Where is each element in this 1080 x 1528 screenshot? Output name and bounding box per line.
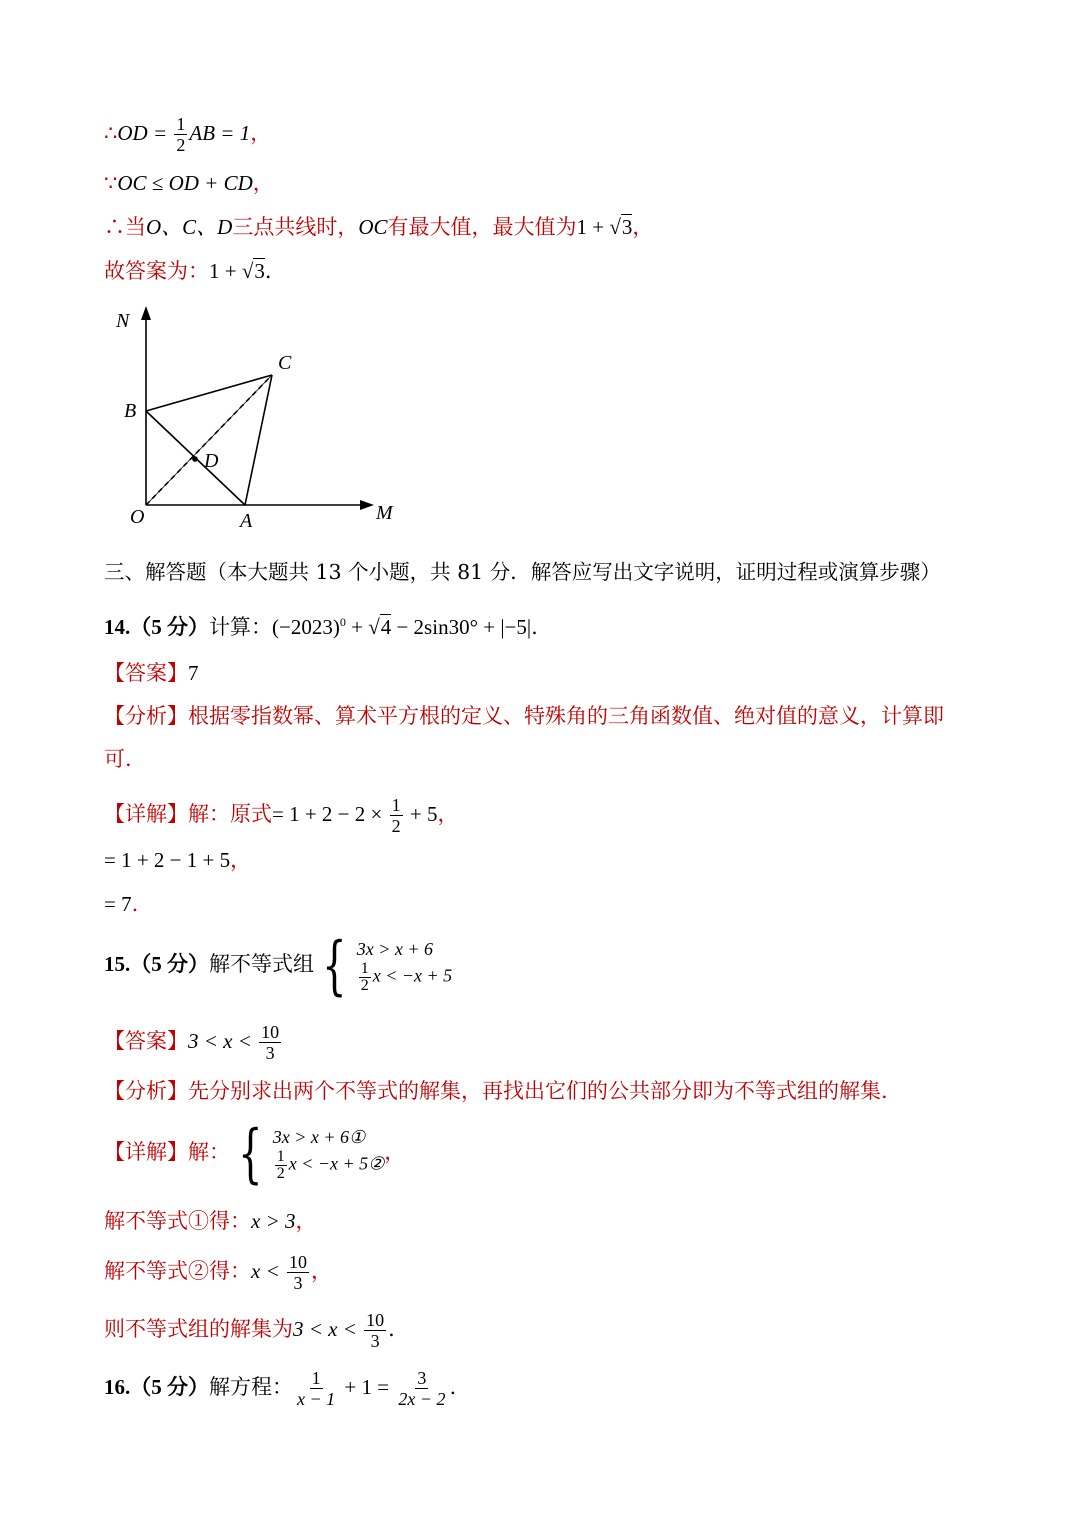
line-max-value: ∴当O、C、D三点共线时，OC有最大值，最大值为1 + √3， <box>104 215 654 239</box>
segment-bc <box>146 375 272 411</box>
line-od: ∴OD = $\frac{1}{2}$ AB = 1， <box>104 114 272 155</box>
q15-stem: 15.（5 分）解不等式组 { 3x > x + 6 $\frac{1}{2}$ x < −x + 5 <box>104 928 453 1003</box>
line-oc-inequality: ∵OC ≤ OD + CD， <box>104 171 274 195</box>
label-n: N <box>116 310 130 332</box>
q15-step3: 则不等式组的解集为3 < x < $\frac{10}{3}$ . <box>104 1310 395 1351</box>
q14-analysis-cont: 可. <box>104 747 132 771</box>
arrow-m <box>360 500 374 510</box>
segment-od <box>146 375 272 505</box>
segment-ca <box>245 375 272 505</box>
label-d: D <box>204 450 219 472</box>
label-a: A <box>240 510 253 532</box>
label-b: B <box>124 400 137 422</box>
q16-stem: 16.（5 分）解方程： $\frac{1}{x - 1}$ + 1 = $\frac{3}{2x - 2}$ . <box>104 1368 457 1409</box>
q15-step2: 解不等式②得：x < $\frac{10}{3}$ ， <box>104 1252 332 1293</box>
q14-answer: 【答案】7 <box>104 661 199 685</box>
label-m: M <box>376 502 393 524</box>
label-o: O <box>130 506 145 528</box>
q15-analysis: 【分析】先分别求出两个不等式的解集，再找出它们的公共部分即为不等式组的解集. <box>104 1079 888 1103</box>
q15-step1: 解不等式①得：x > 3， <box>104 1209 317 1233</box>
arrow-n <box>141 306 151 320</box>
q15-answer: 【答案】3 < x < $\frac{10}{3}$ <box>104 1022 280 1063</box>
section-heading: 三、解答题（本大题共 13 个小题，共 81 分．解答应写出文字说明，证明过程或演算步骤） <box>104 560 941 584</box>
q14-step2: = 1 + 2 − 1 + 5， <box>104 848 252 872</box>
point-d <box>192 456 198 462</box>
line-answer: 故答案为：1 + √3. <box>104 259 272 283</box>
q14-stem: 14.（5 分）计算：$(-2023)^0 + √4 - 2\sin 30^\circ + |-5|$. <box>104 615 538 639</box>
q14-step3: = 7. <box>104 892 139 916</box>
q14-analysis: 【分析】根据零指数幂、算术平方根的定义、特殊角的三角函数值、绝对值的意义，计算即 <box>104 704 944 728</box>
geometry-figure <box>104 300 414 540</box>
q14-detail: 【详解】解：原式= 1 + 2 − 2 × $\frac{1}{2}$ + 5， <box>104 795 459 836</box>
q15-detail: 【详解】解： { 3x > x + 6① $\frac{1}{2}$ x < −x + 5② ， <box>104 1116 406 1191</box>
label-c: C <box>278 352 292 374</box>
